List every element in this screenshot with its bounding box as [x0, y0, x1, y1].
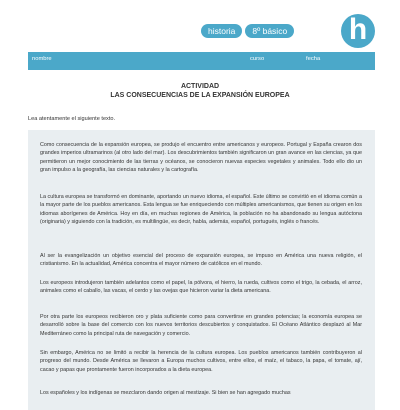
title-line-1: ACTIVIDAD	[180, 83, 220, 90]
paragraph-6: Sin embargo, América no se limitó a recibir la herencia de la cultura europea. Los pueblos americanos también contribuyeron al progreso del mundo. Desde América se llevaron a Europa muchos cultivos, entre ellos, el maíz, el tabaco, la papa, el tomate, ají, cacao y papas que prontamente fueron incorporados a la dieta europea.	[40, 350, 362, 373]
paragraph-3: Al ser la evangelización un objetivo esencial del proceso de expansión europea, se impuso en América una nueva religión, el cristianismo. En la actualidad, América concentra el mayor número de católicos en el mundo.	[40, 253, 362, 268]
date-label[interactable]: fecha	[306, 56, 321, 62]
header-pills	[201, 24, 294, 38]
paragraph-1: Como consecuencia de la expansión europea, se produjo el encuentro entre americanos y europeos. Portugal y España crearon dos grandes imperios ultramarinos (al otro lado del mar). Los descubrimientos también significaron un gran avance en las ciencias, ya que permitieron un mejor conocimiento de las tierras y océanos, se conocieron nuevas especies vegetales y animales. Todo ello dio un gran impulso a la geografía, las ciencias naturales y la cartografía.	[40, 142, 362, 174]
student-info-bar	[28, 52, 375, 70]
subject-badge: historia	[201, 24, 242, 38]
paragraph-4: Los europeos introdujeron también adelantos como el papel, la pólvora, el hierro, la rueda, cultivos como el trigo, la cebada, el arroz, animales como el caballo, las vacas, el cerdo y las ovejas que hicieron variar la dieta americana.	[40, 280, 362, 295]
instruction-text: Lea atentamente el siguiente texto.	[28, 116, 116, 122]
course-label[interactable]: curso	[250, 56, 265, 62]
name-label[interactable]: nombre	[32, 56, 52, 62]
paragraph-5: Por otra parte los europeos recibieron oro y plata suficiente como para convertirse en grandes potencias; la economía europea se desarrolló sobre la base del comercio con los nuevos territorios descubiertos y conquistados. El Océano Atlántico desplazó al Mar Mediterráneo como la principal ruta de navegación y comercio.	[40, 314, 362, 337]
paragraph-7: Los españoles y los indígenas se mezclaron dando origen al mestizaje. Si bien se han agregado muchas	[40, 390, 291, 396]
logo-icon: h	[341, 14, 375, 48]
title-line-2: LAS CONSECUENCIAS DE LA EXPANSIÓN EUROPEA	[110, 92, 290, 99]
grade-badge: 8º básico	[245, 24, 294, 38]
page-title	[0, 82, 400, 100]
paragraph-2: La cultura europea se transformó en dominante, aportando un nuevo idioma, el español. Este último se convirtió en el idioma común a la mayor parte de los pueblos americanos. Esta lengua se fue enriqueciendo con múltiples americanismos, que tienen su origen en los idiomas aborígenes de América. Hoy en día, en muchas regiones de América, la población no ha abandonado su lengua autóctona (originaria) y siguiendo con la tradición, es multilingüe, es decir, habla, además, español, portugués, inglés o francés.	[40, 194, 362, 226]
